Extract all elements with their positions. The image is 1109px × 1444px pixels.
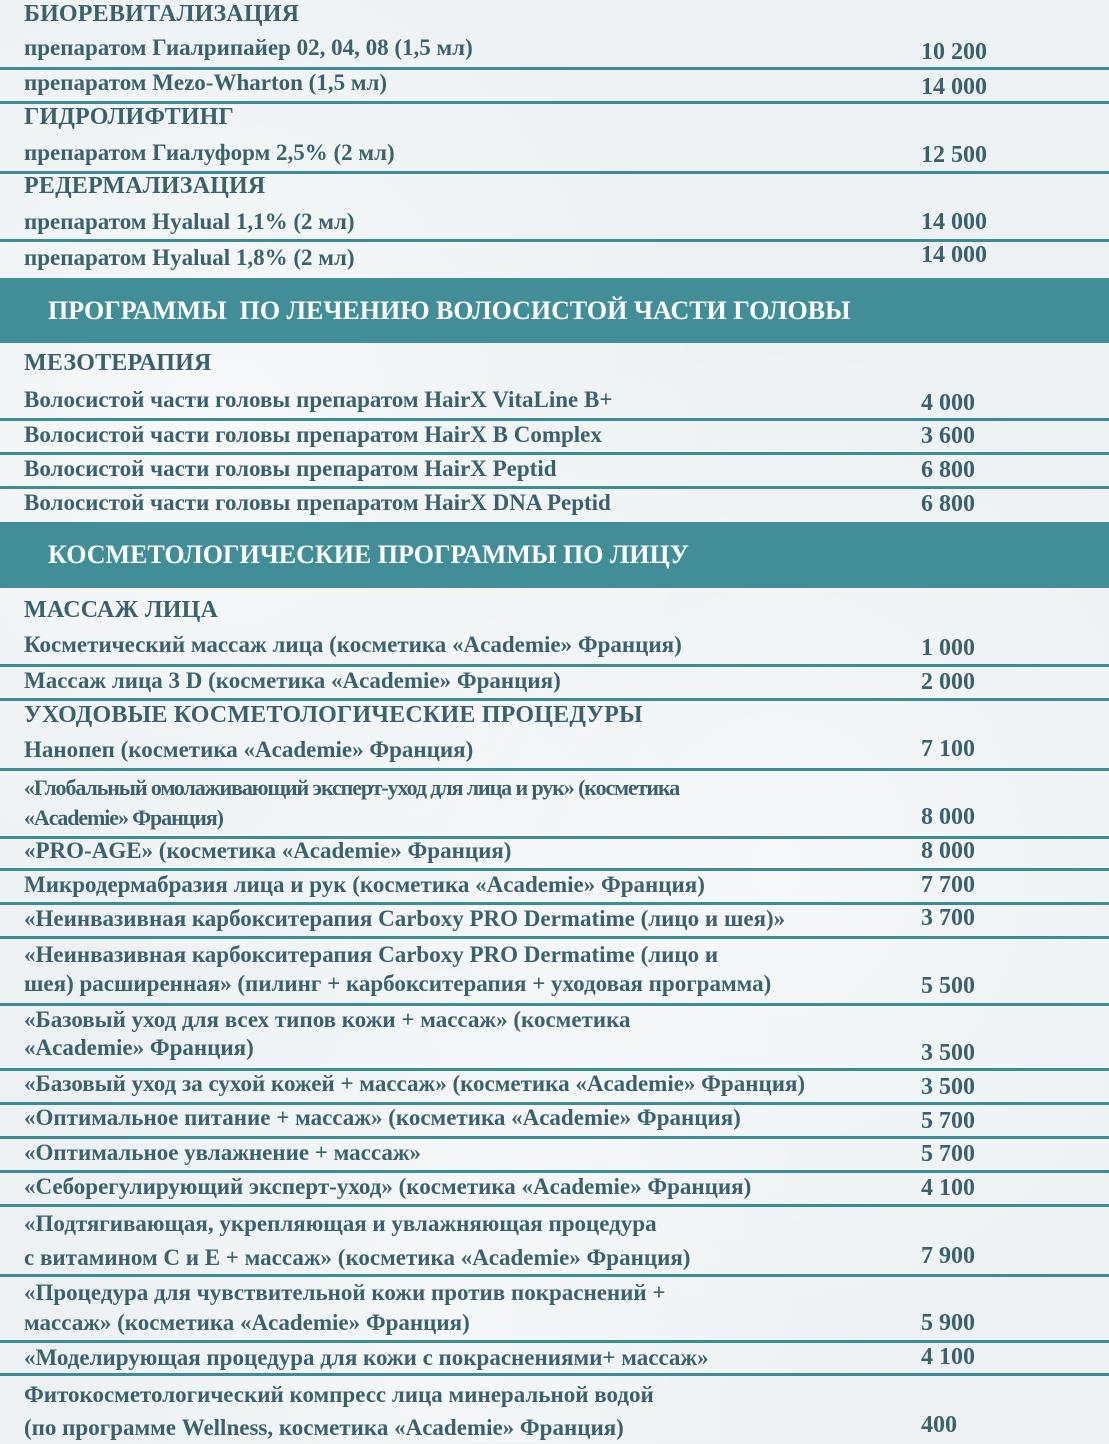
- service-price: 14 000: [921, 74, 987, 100]
- service-name-line: «Academie» Франция): [24, 1035, 254, 1060]
- service-name-line: препаратом Mezo-Wharton (1,5 мл): [24, 70, 388, 95]
- service-name: [24, 1139, 421, 1167]
- service-name: [24, 386, 612, 414]
- service-price: 10 200: [921, 39, 987, 65]
- service-price: 14 000: [921, 209, 987, 235]
- row-divider: [0, 936, 1109, 939]
- service-price: 2 000: [921, 669, 975, 695]
- service-name-line: «Процедура для чувствительной кожи против покраснений +: [24, 1280, 666, 1305]
- service-name: [24, 667, 561, 695]
- service-name: [24, 1378, 654, 1444]
- row-divider: [0, 1373, 1109, 1376]
- section-heading: ГИДРОЛИФТИНГ: [24, 104, 235, 130]
- service-price: 8 000: [921, 838, 975, 864]
- service-name-line: Волосистой части головы препаратом HairX VitaLine B+: [24, 387, 613, 412]
- service-price: 1 000: [921, 635, 975, 661]
- service-name-line: «Себорегулирующий эксперт-уход» (косметика «Academie» Франция): [24, 1174, 752, 1199]
- service-name: [24, 1344, 709, 1372]
- service-name-line: Волосистой части головы препаратом HairX DNA Peptid: [24, 490, 611, 515]
- service-name: [24, 1006, 630, 1062]
- service-name-line: «Неинвазивная карбокситерапия Carboxy PRO Dermatime (лицо и шея)»: [24, 906, 786, 931]
- service-name-line: «Базовый уход для всех типов кожи + массаж» (косметика: [24, 1007, 631, 1032]
- service-price: 8 000: [921, 804, 975, 830]
- service-price: 4 000: [921, 390, 975, 416]
- service-name: [24, 1207, 690, 1275]
- section-heading: РЕДЕРМАЛИЗАЦИЯ: [24, 173, 266, 199]
- service-name-line: (по программе Wellness, косметика «Academie» Франция): [24, 1415, 624, 1440]
- service-name: [24, 244, 355, 272]
- service-name: [24, 940, 771, 998]
- service-name-line: шея) расширенная» (пилинг + карбокситерапия + уходовая программа): [24, 971, 772, 996]
- service-name-line: Волосистой части головы препаратом HairX Peptid: [24, 456, 557, 481]
- service-name: [24, 1070, 805, 1098]
- service-name-line: «Оптимальное увлажнение + массаж»: [24, 1140, 422, 1165]
- service-name: [24, 871, 705, 899]
- row-divider: [0, 768, 1109, 771]
- service-name-line: Косметический массаж лица (косметика «Academie» Франция): [24, 632, 682, 657]
- service-price: 6 800: [921, 457, 975, 483]
- service-price: 5 700: [921, 1141, 975, 1167]
- service-name: [24, 1104, 741, 1132]
- service-price: 5 900: [921, 1310, 975, 1336]
- section-heading: УХОДОВЫЕ КОСМЕТОЛОГИЧЕСКИЕ ПРОЦЕДУРЫ: [24, 702, 643, 728]
- service-price: 7 900: [921, 1243, 975, 1269]
- service-price: 14 000: [921, 242, 987, 268]
- service-name-line: «Моделирующая процедура для кожи с покраснениями+ массаж»: [24, 1345, 709, 1370]
- service-name: [24, 837, 511, 865]
- service-name-line: «Глобальный омолаживающий эксперт-уход для лица и рук» (косметика: [24, 775, 680, 800]
- service-name: [24, 1278, 666, 1338]
- section-heading: БИОРЕВИТАЛИЗАЦИЯ: [24, 1, 300, 27]
- service-name-line: препаратом Гиалрипайер 02, 04, 08 (1,5 мл): [24, 35, 473, 60]
- service-price: 4 100: [921, 1175, 975, 1201]
- service-name-line: «Неинвазивная карбокситерапия Carboxy PRO Dermatime (лицо и: [24, 942, 719, 967]
- row-divider: [0, 1274, 1109, 1277]
- service-name-line: «Оптимальное питание + массаж» (косметика «Academie» Франция): [24, 1105, 741, 1130]
- service-name-line: «Базовый уход за сухой кожей + массаж» (косметика «Academie» Франция): [24, 1071, 806, 1096]
- service-name: [24, 631, 682, 659]
- service-name-line: Фитокосметологический компресс лица минеральной водой: [24, 1382, 654, 1407]
- service-name-line: с витамином С и Е + массаж» (косметика «Academie» Франция): [24, 1245, 691, 1270]
- service-price: 3 600: [921, 423, 975, 449]
- service-name: [24, 905, 785, 933]
- service-name-line: препаратом Hyalual 1,1% (2 мл): [24, 209, 355, 234]
- service-name-line: «Academie» Франция): [24, 805, 223, 830]
- service-name: [24, 773, 679, 833]
- service-name-line: «Подтягивающая, укрепляющая и увлажняющая процедура: [24, 1211, 657, 1236]
- service-name-line: Массаж лица 3 D (косметика «Academie» Франция): [24, 668, 561, 693]
- service-name: [24, 208, 355, 236]
- service-name-line: препаратом Hyalual 1,8% (2 мл): [24, 245, 355, 270]
- service-name: [24, 139, 395, 167]
- section-heading: МАССАЖ ЛИЦА: [24, 597, 219, 623]
- service-price: 5 700: [921, 1108, 975, 1134]
- service-price: 7 100: [921, 736, 975, 762]
- service-name-line: Микродермабразия лица и рук (косметика «Academie» Франция): [24, 872, 705, 897]
- service-price: 400: [921, 1412, 957, 1438]
- service-price: 3 500: [921, 1074, 975, 1100]
- category-banner: ПРОГРАММЫ ПО ЛЕЧЕНИЮ ВОЛОСИСТОЙ ЧАСТИ ГОЛОВЫ: [0, 278, 1109, 343]
- service-name: [24, 736, 473, 764]
- service-name: [24, 69, 387, 97]
- service-name: [24, 1173, 751, 1201]
- service-price: 4 100: [921, 1344, 975, 1370]
- service-name-line: «PRO-AGE» (косметика «Academie» Франция): [24, 838, 512, 863]
- service-price: 12 500: [921, 142, 987, 168]
- service-price: 5 500: [921, 973, 975, 999]
- section-heading: МЕЗОТЕРАПИЯ: [24, 350, 212, 376]
- service-price: 6 800: [921, 491, 975, 517]
- service-name-line: массаж» (косметика «Academie» Франция): [24, 1310, 470, 1335]
- service-name-line: Волосистой части головы препаратом HairX B Complex: [24, 422, 602, 447]
- service-name: [24, 489, 611, 517]
- service-name: [24, 455, 557, 483]
- service-price: 3 700: [921, 905, 975, 931]
- service-name-line: препаратом Гиалуформ 2,5% (2 мл): [24, 140, 395, 165]
- service-price: 3 500: [921, 1040, 975, 1066]
- service-name: [24, 34, 473, 62]
- category-banner: КОСМЕТОЛОГИЧЕСКИЕ ПРОГРАММЫ ПО ЛИЦУ: [0, 522, 1109, 588]
- service-name: [24, 421, 602, 449]
- service-price: 7 700: [921, 872, 975, 898]
- service-name-line: Нанопеп (косметика «Academie» Франция): [24, 737, 474, 762]
